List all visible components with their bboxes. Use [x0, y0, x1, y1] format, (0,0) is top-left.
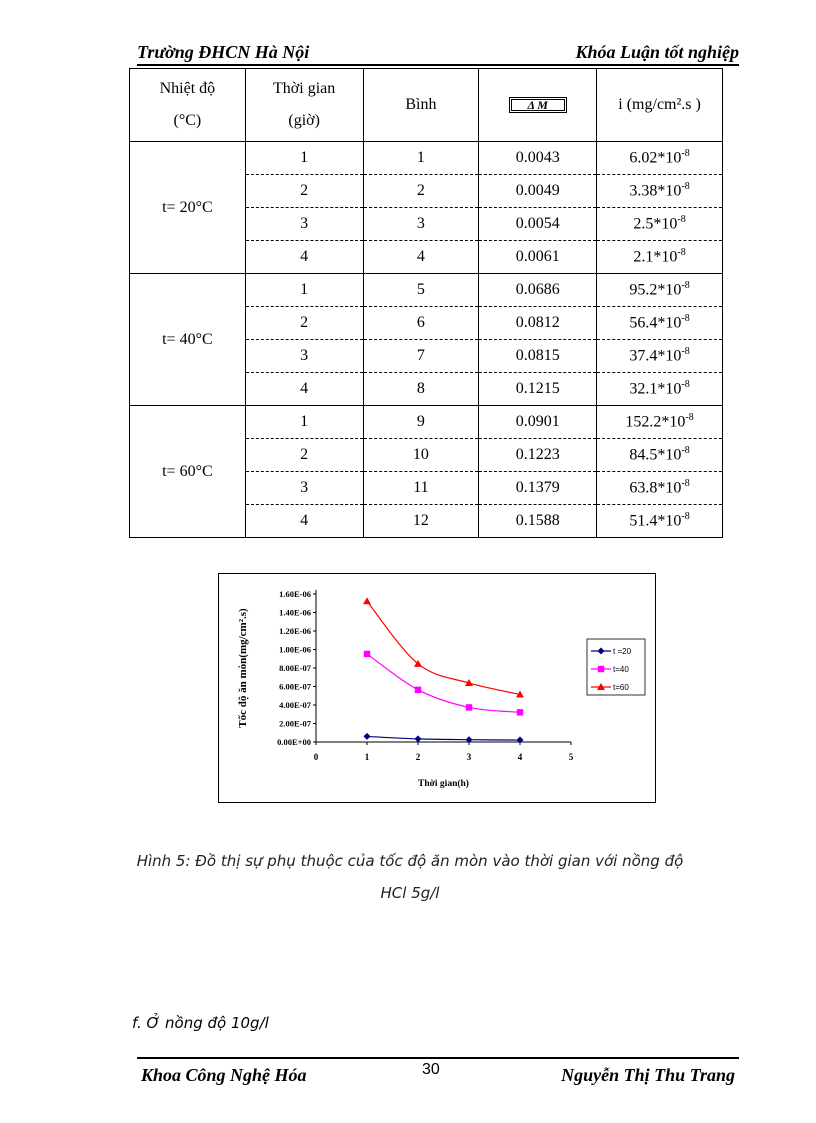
rate-mantissa: 2.5*10	[633, 215, 678, 233]
x-tick-label: 0	[313, 752, 319, 762]
corrosion-rate-chart	[218, 573, 656, 803]
cell-flask: 11	[363, 472, 479, 505]
cell-flask: 4	[363, 241, 479, 274]
rate-mantissa: 51.4*10	[629, 512, 682, 530]
rate-exponent: -8	[681, 313, 690, 325]
cell-dm: 0.0686	[479, 274, 597, 307]
cell-flask: 8	[363, 373, 479, 406]
cell-time: 3	[245, 472, 363, 505]
corrosion-data-table	[129, 68, 723, 538]
footer-author: Nguyễn Thị Thu Trang	[561, 1065, 735, 1085]
cell-time: 2	[245, 175, 363, 208]
legend-label: t =20	[613, 647, 632, 656]
cell-dm: 0.0061	[479, 241, 597, 274]
rate-mantissa: 152.2*10	[625, 413, 686, 431]
rate-exponent: -8	[681, 280, 690, 292]
rate-mantissa: 56.4*10	[629, 314, 682, 332]
figure-caption-line2: HCl 5g/l	[380, 884, 440, 902]
rate-exponent: -8	[681, 346, 690, 358]
rate-exponent: -8	[681, 148, 690, 160]
temperature-group-label: t= 60°C	[130, 406, 246, 538]
cell-rate	[597, 175, 723, 208]
cell-dm: 0.0901	[479, 406, 597, 439]
cell-rate	[597, 340, 723, 373]
cell-time: 1	[245, 142, 363, 175]
cell-dm: 0.0815	[479, 340, 597, 373]
y-tick-label: 1.20E-06	[279, 626, 311, 636]
cell-rate	[597, 208, 723, 241]
cell-dm: 0.1588	[479, 505, 597, 538]
legend-label: t=60	[613, 683, 629, 692]
chart-svg	[219, 574, 655, 802]
table-header-row	[130, 69, 723, 142]
cell-time: 4	[245, 373, 363, 406]
rate-mantissa: 6.02*10	[629, 149, 682, 167]
legend-label: t=40	[613, 665, 629, 674]
y-tick-label: 6.00E-07	[279, 681, 311, 692]
data-point	[415, 735, 422, 742]
page-number: 30	[422, 1061, 440, 1078]
rate-exponent: -8	[677, 247, 686, 259]
x-tick-label: 2	[415, 752, 421, 762]
page-header	[137, 40, 739, 66]
rate-exponent: -8	[681, 478, 690, 490]
cell-flask: 3	[363, 208, 479, 241]
cell-time: 1	[245, 406, 363, 439]
cell-rate	[597, 142, 723, 175]
data-point	[415, 687, 421, 693]
temperature-group-label: t= 20°C	[130, 142, 246, 274]
data-point	[363, 597, 371, 604]
data-point	[517, 709, 523, 715]
cell-rate	[597, 307, 723, 340]
cell-flask: 12	[363, 505, 479, 538]
rate-exponent: -8	[677, 214, 686, 226]
y-axis-title: Tốc độ ăn mòn(mg/cm².s)	[237, 608, 249, 728]
series-line-2	[367, 601, 520, 694]
y-tick-label: 1.00E-06	[279, 644, 311, 655]
cell-flask: 2	[363, 175, 479, 208]
cell-time: 3	[245, 340, 363, 373]
y-tick-label: 1.60E-06	[279, 589, 311, 599]
cell-rate	[597, 439, 723, 472]
series-line-0	[367, 736, 520, 740]
rate-exponent: -8	[681, 379, 690, 391]
x-tick-label: 1	[364, 752, 370, 762]
rate-exponent: -8	[681, 181, 690, 193]
cell-rate	[597, 241, 723, 274]
cell-flask: 9	[363, 406, 479, 439]
cell-flask: 10	[363, 439, 479, 472]
x-tick-label: 5	[568, 752, 574, 762]
header-thesis: Khóa Luận tốt nghiệp	[575, 42, 739, 62]
cell-dm: 0.0054	[479, 208, 597, 241]
data-point	[517, 737, 524, 744]
header-school: Trường ĐHCN Hà Nội	[137, 42, 310, 62]
cell-dm: 0.0043	[479, 142, 597, 175]
header-rate: i (mg/cm².s )	[597, 69, 723, 142]
rate-mantissa: 84.5*10	[629, 446, 682, 464]
figure-caption-line1: Hình 5: Đồ thị sự phụ thuộc của tốc độ ăn mòn vào thời gian với nồng độ	[136, 852, 684, 870]
data-point	[364, 733, 371, 740]
cell-dm: 0.0049	[479, 175, 597, 208]
header-temperature-label: Nhiệt độ	[159, 80, 216, 97]
header-flask: Bình	[363, 69, 479, 142]
cell-rate	[597, 472, 723, 505]
header-temperature-unit: (°C)	[173, 112, 202, 129]
table-row	[130, 406, 723, 439]
rate-exponent: -8	[685, 412, 694, 424]
x-tick-label: 4	[517, 752, 523, 762]
rate-mantissa: 2.1*10	[633, 248, 678, 266]
y-tick-label: 0.00E+00	[277, 737, 311, 747]
cell-dm: 0.1379	[479, 472, 597, 505]
cell-dm: 0.0812	[479, 307, 597, 340]
cell-time: 3	[245, 208, 363, 241]
cell-time: 4	[245, 505, 363, 538]
data-point	[466, 704, 472, 710]
y-tick-label: 2.00E-07	[279, 718, 311, 729]
x-axis-title: Thời gian(h)	[418, 779, 469, 789]
delta-m-formula: Δ M	[509, 97, 567, 113]
footer-department: Khoa Công Nghệ Hóa	[141, 1065, 307, 1085]
cell-time: 2	[245, 439, 363, 472]
rate-mantissa: 63.8*10	[629, 479, 682, 497]
cell-flask: 1	[363, 142, 479, 175]
rate-mantissa: 37.4*10	[629, 347, 682, 365]
cell-time: 2	[245, 307, 363, 340]
x-tick-label: 3	[466, 752, 472, 762]
y-tick-label: 1.40E-06	[279, 607, 311, 618]
rate-mantissa: 3.38*10	[629, 182, 682, 200]
header-mass-loss	[479, 69, 597, 142]
cell-time: 1	[245, 274, 363, 307]
cell-time: 4	[245, 241, 363, 274]
cell-rate	[597, 274, 723, 307]
table-row	[130, 142, 723, 175]
cell-flask: 7	[363, 340, 479, 373]
cell-dm: 0.1215	[479, 373, 597, 406]
rate-exponent: -8	[681, 511, 690, 523]
rate-mantissa: 95.2*10	[629, 281, 682, 299]
y-tick-label: 8.00E-07	[279, 663, 311, 673]
rate-mantissa: 32.1*10	[629, 380, 682, 398]
header-time	[245, 69, 363, 142]
cell-rate	[597, 406, 723, 439]
temperature-group-label: t= 40°C	[130, 274, 246, 406]
legend-marker	[598, 666, 604, 672]
y-tick-label: 4.00E-07	[279, 700, 311, 710]
table-row	[130, 274, 723, 307]
series-line-1	[367, 654, 520, 712]
header-time-unit: (giờ)	[288, 112, 320, 129]
cell-rate	[597, 373, 723, 406]
cell-flask: 6	[363, 307, 479, 340]
cell-rate	[597, 505, 723, 538]
cell-flask: 5	[363, 274, 479, 307]
rate-exponent: -8	[681, 445, 690, 457]
data-point	[364, 651, 370, 657]
header-temperature	[130, 69, 246, 142]
header-time-label: Thời gian	[273, 80, 336, 97]
page-footer	[137, 1057, 739, 1089]
section-subheading: f. Ở nồng độ 10g/l	[132, 1014, 269, 1032]
cell-dm: 0.1223	[479, 439, 597, 472]
